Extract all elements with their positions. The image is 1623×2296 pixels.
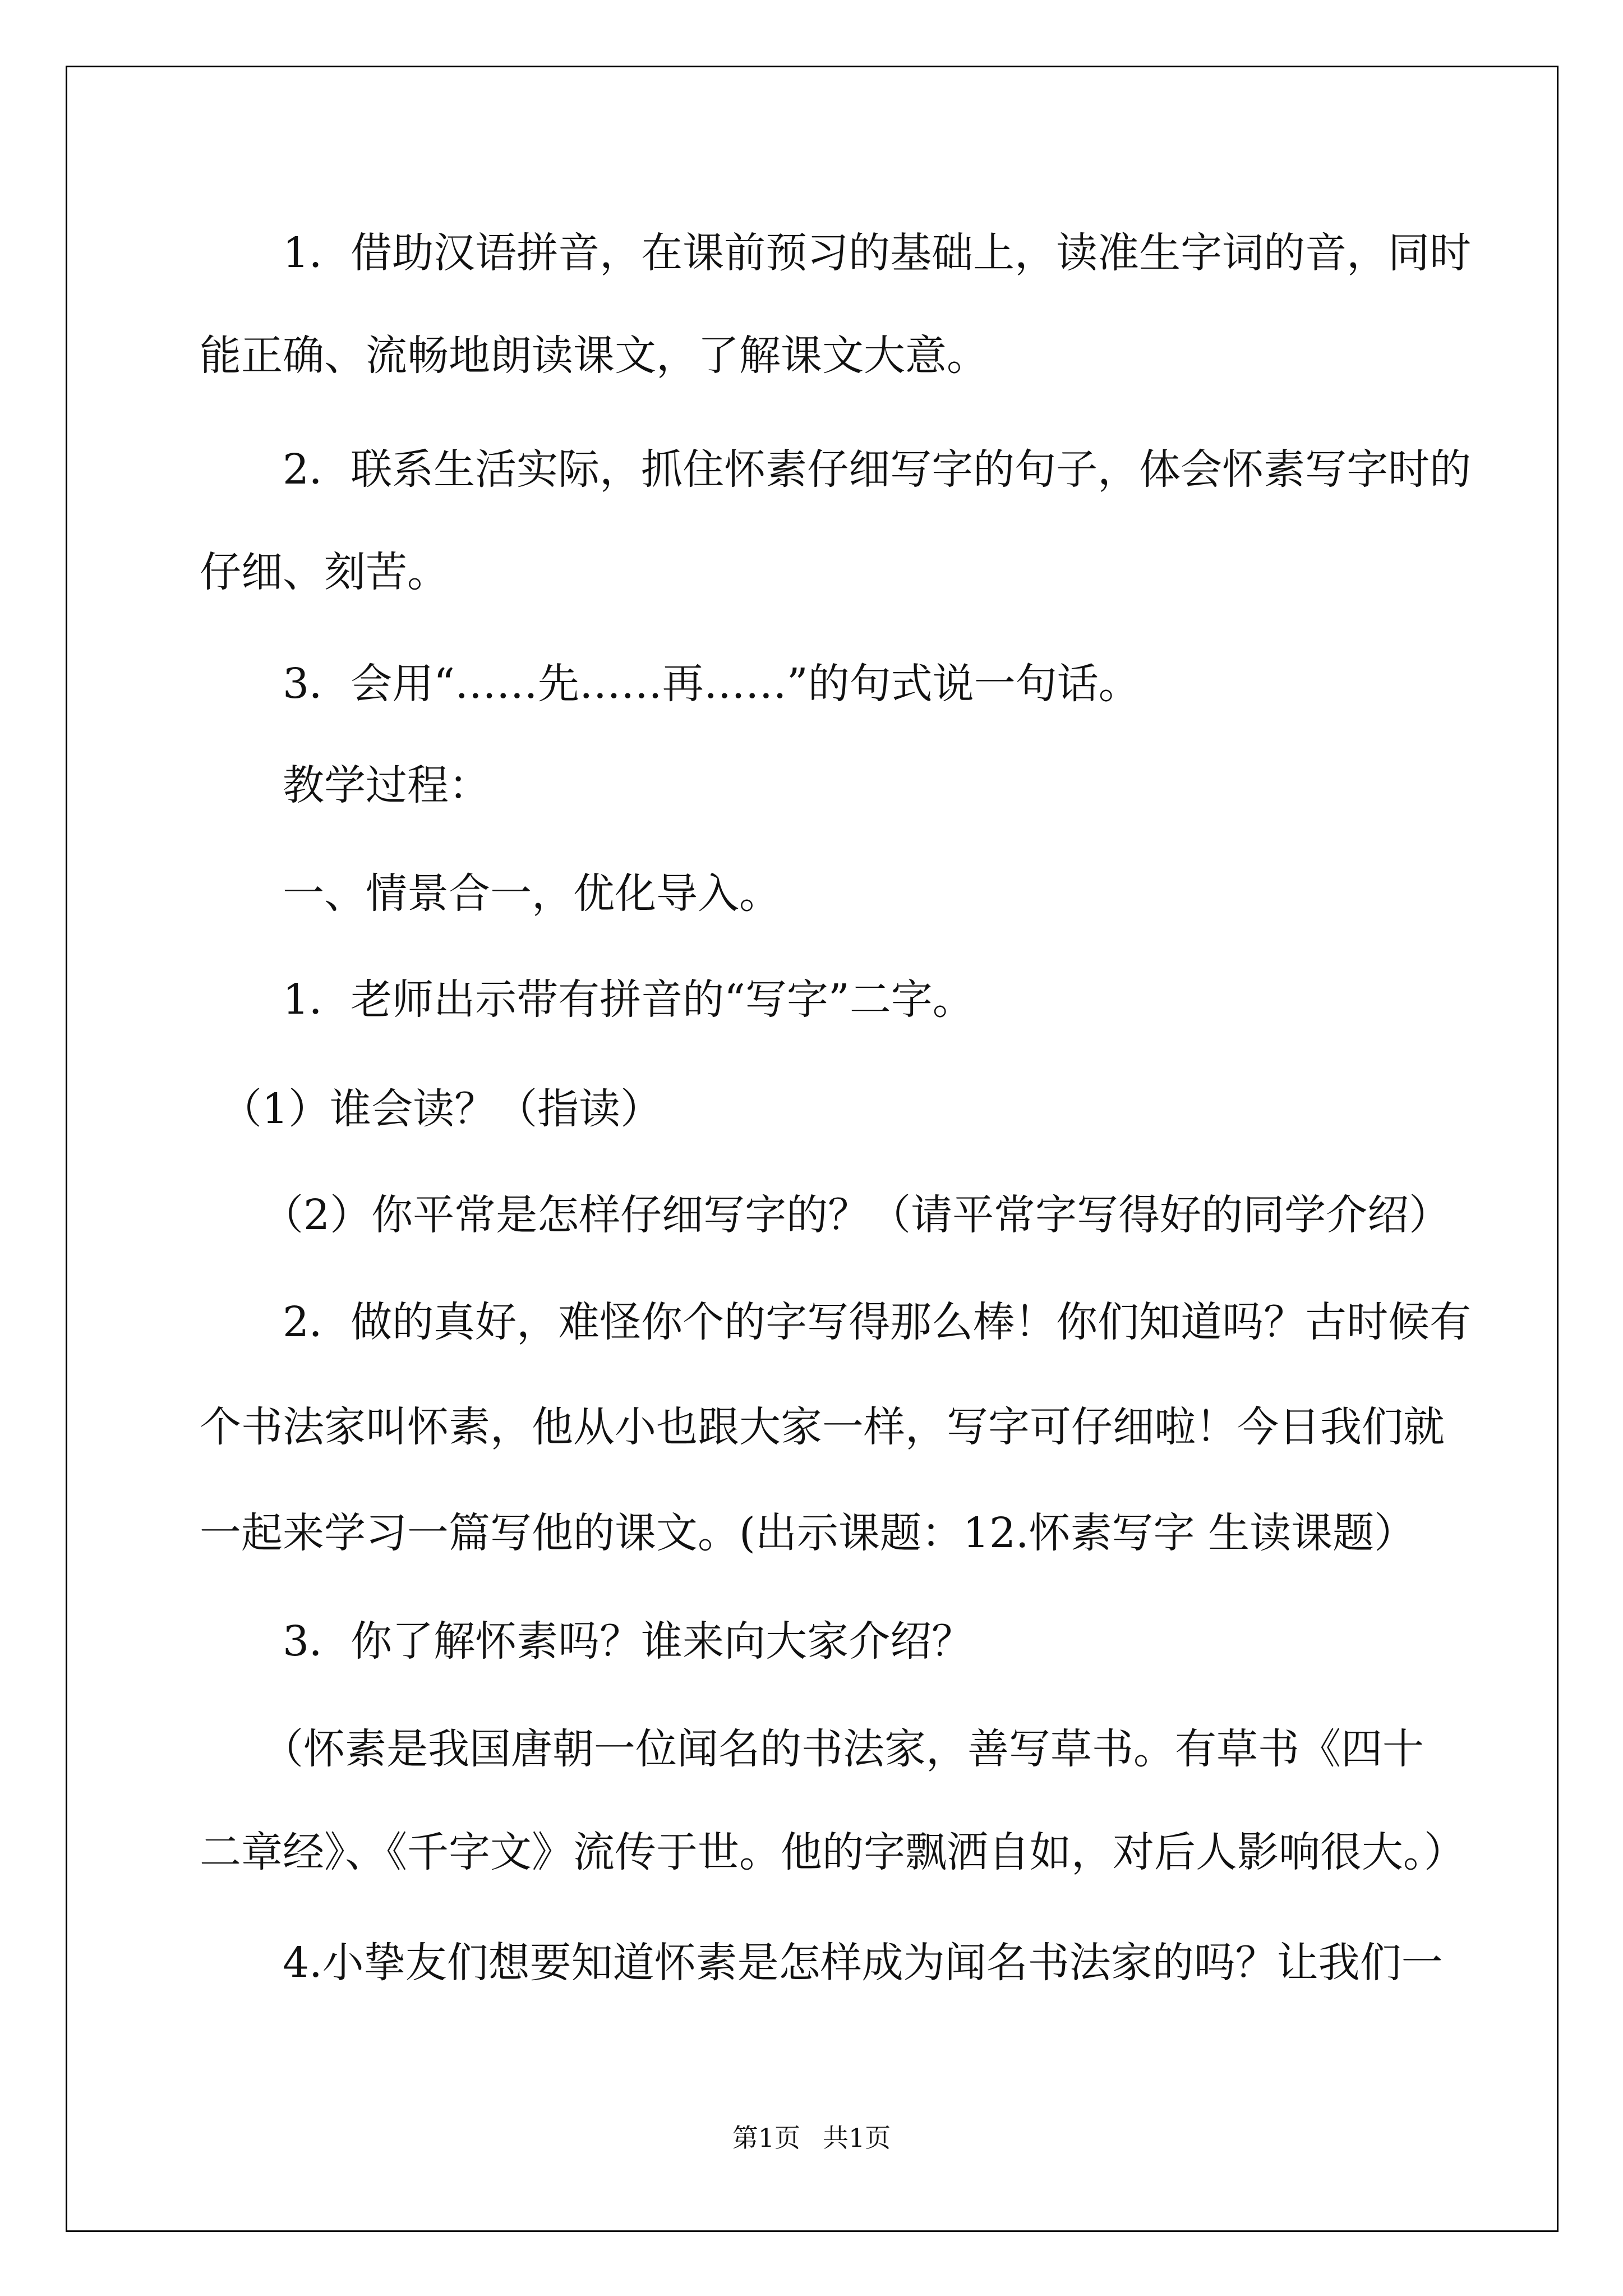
text-line: 一、情景合一，优化导入。 [200,869,781,918]
page-number: 第1页 [732,2123,800,2153]
text-line: （2）你平常是怎样仔细写字的？（请平常字写得好的同学介绍） [200,1191,1451,1239]
text-line: （怀素是我国唐朝一位闻名的书法家，善写草书。有草书《四十 [200,1725,1424,1773]
text-line: 1．老师出示带有拼音的“写字”二字。 [200,976,974,1024]
text-line: 1．借助汉语拼音，在课前预习的基础上，读准生字词的音，同时 [200,229,1472,277]
text-line: 个书法家叫怀素，他从小也跟大家一样，写字可仔细啦！今日我们就 [200,1403,1445,1451]
text-line: 能正确、流畅地朗读课文，了解课文大意。 [200,332,988,380]
text-line: （1）谁会读？（指读） [200,1085,662,1133]
page-footer [0,2125,1623,2151]
page-border [66,66,1559,2232]
text-line: 4.小挚友们想要知道怀素是怎样成为闻名书法家的吗？让我们一 [200,1939,1443,1987]
text-line: 二章经》、《千字文》流传于世。他的字飘洒自如，对后人影响很大。） [200,1828,1465,1876]
text-line: 一起来学习一篇写他的课文。(出示课题：12.怀素写字 生读课题） [200,1509,1416,1557]
text-line: 仔细、刻苦。 [200,548,449,596]
text-line: 3．会用“……先……再……”的句式说一句话。 [200,660,1140,708]
page-total: 共1页 [823,2123,891,2153]
text-line: 2．做的真好，难怪你个的字写得那么棒！你们知道吗？古时候有 [200,1298,1472,1346]
text-line: 教学过程： [200,761,490,809]
text-line: 3．你了解怀素吗？谁来向大家介绍？ [200,1617,974,1665]
text-line: 2．联系生活实际，抓住怀素仔细写字的句子，体会怀素写字时的 [200,445,1472,494]
